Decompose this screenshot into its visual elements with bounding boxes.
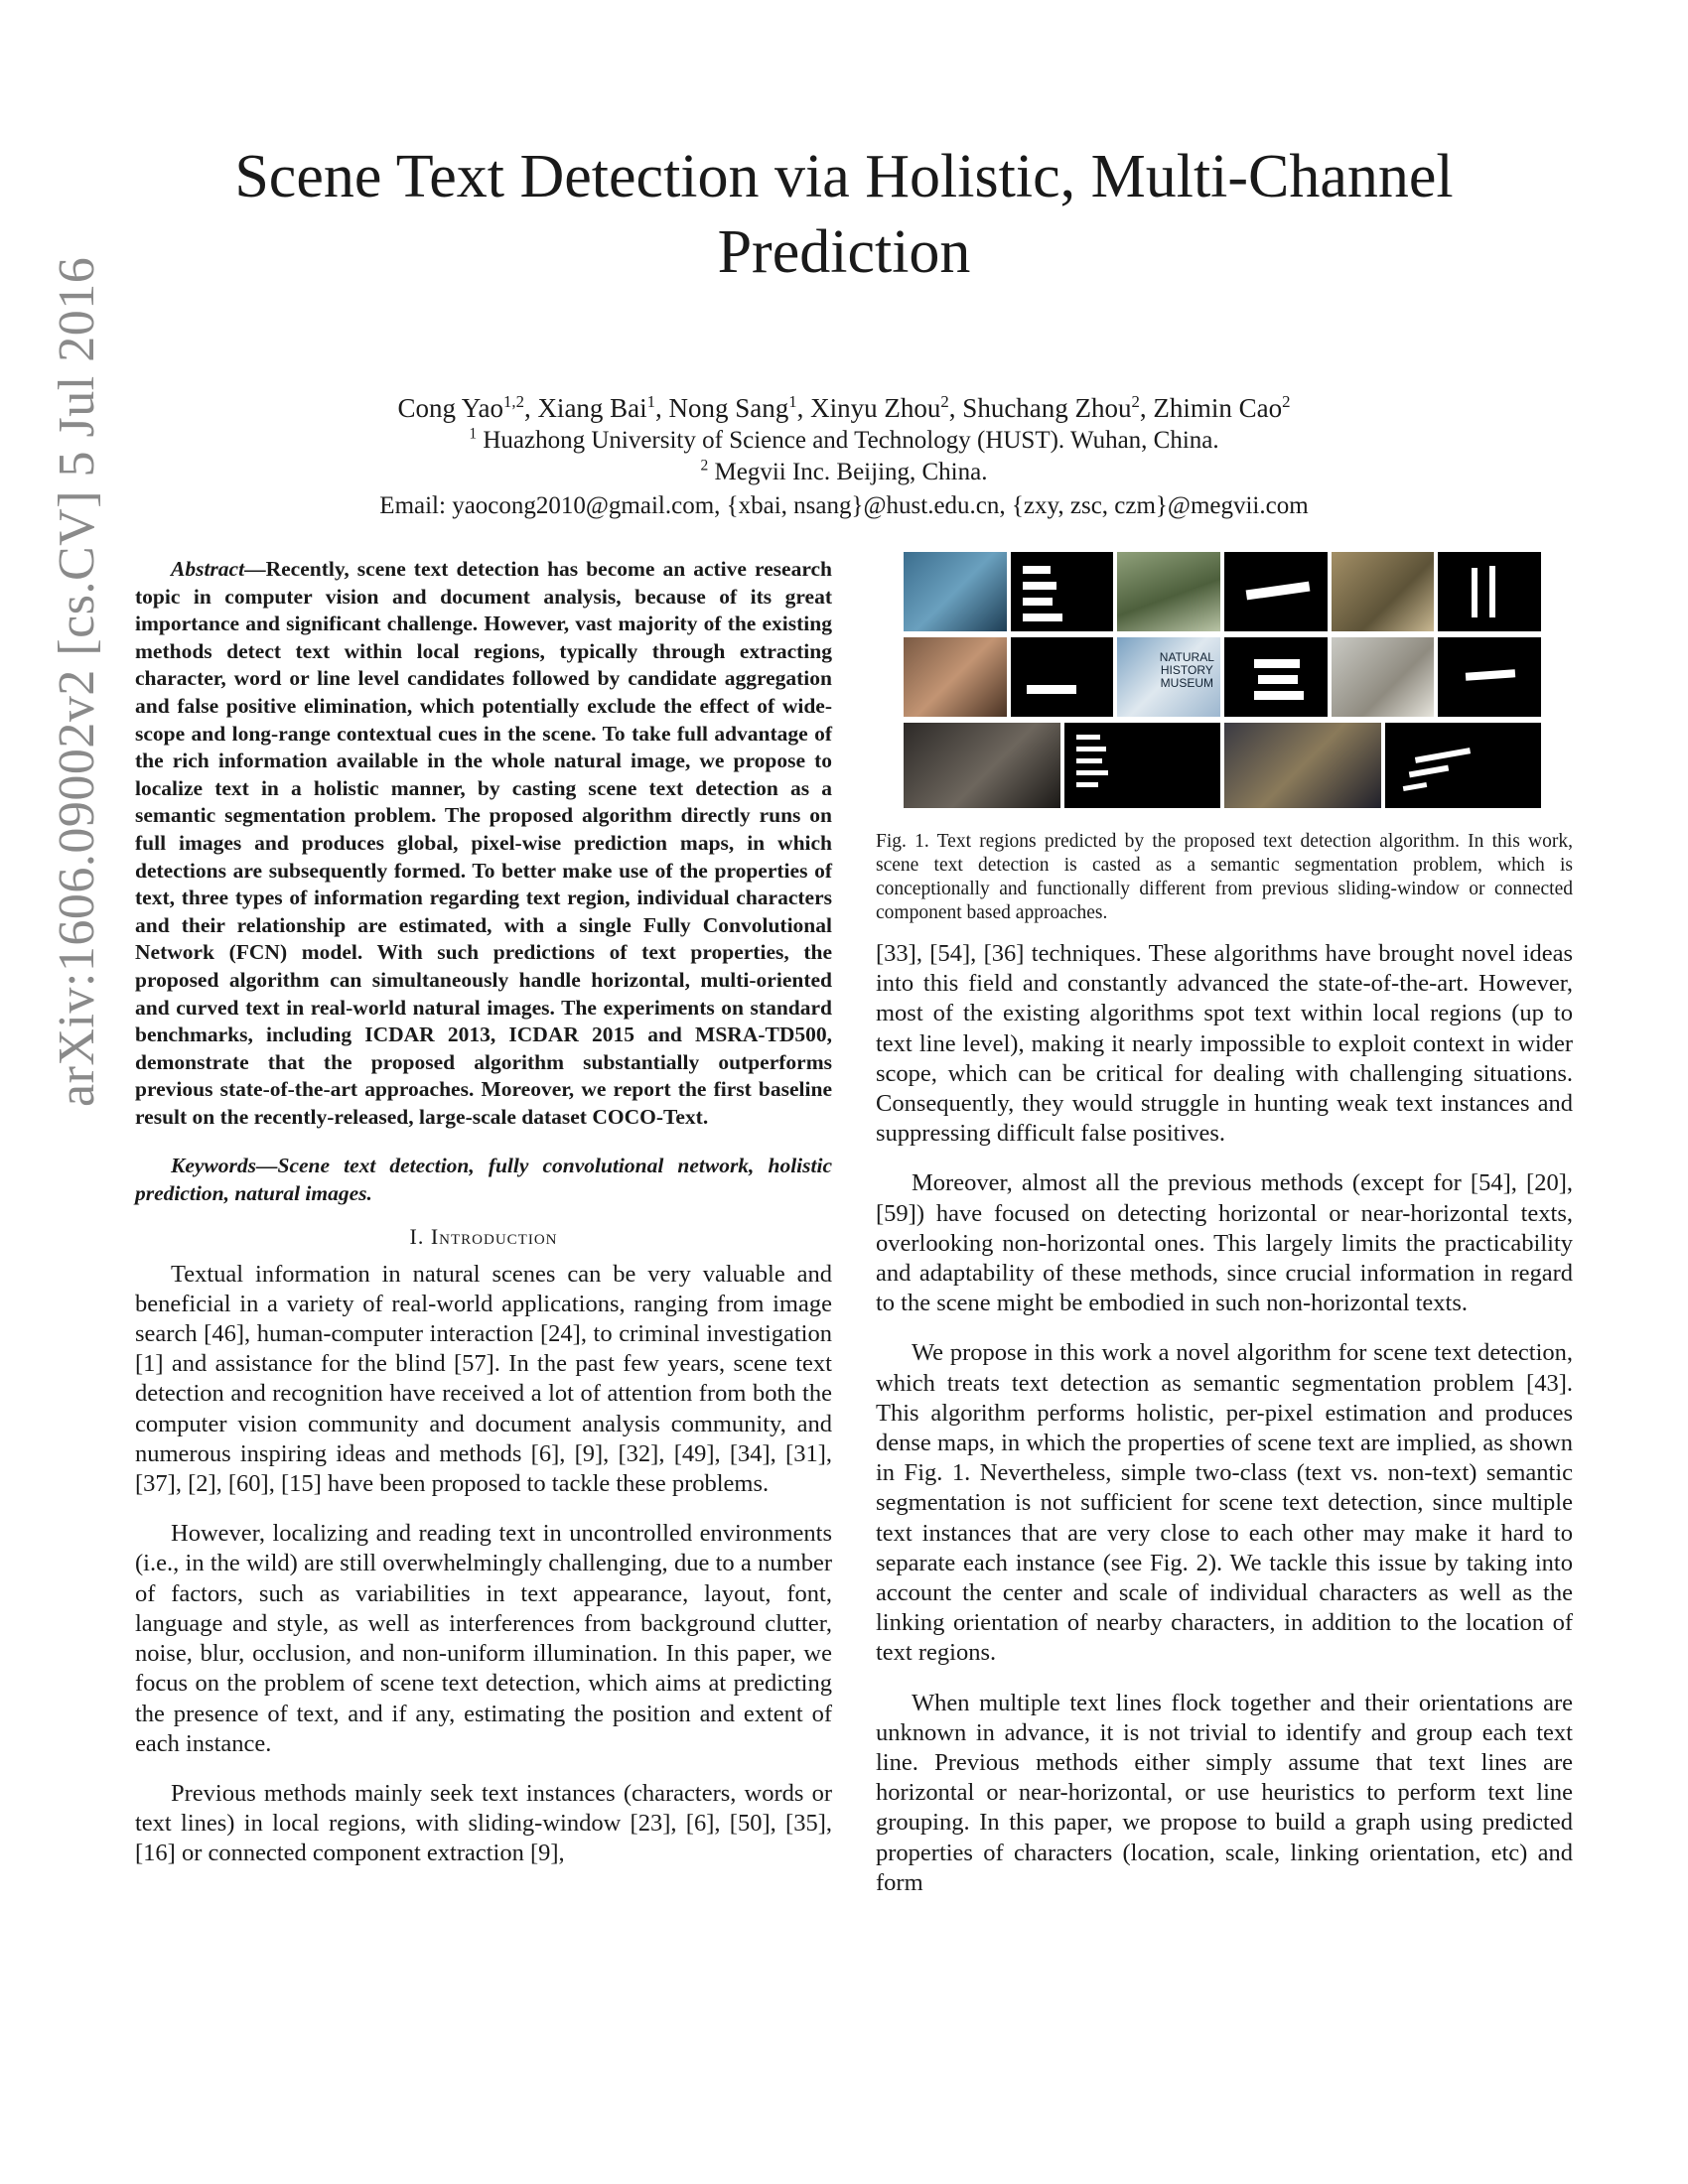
left-column xyxy=(135,556,832,1889)
prediction-map xyxy=(1438,552,1541,631)
scene-image xyxy=(1117,552,1220,631)
figure-1 xyxy=(904,552,1541,808)
abstract-lead: Abstract xyxy=(171,557,245,581)
abstract-text: —Recently, scene text detection has become an active research topic in computer vision and document analysis, because of its great importance and significant challenge. However, vast majority of the existing methods detect text within local regions, typically through extracting character, word or line level candidates followed by candidate aggregation and false positive elimination, which potentially exclude the effect of wide-scope and long-range contextual cues in the scene. To take full advantage of the rich information available in the whole natural image, we propose to localize text in a holistic manner, by casting scene text detection as a semantic segmentation problem. The proposed algorithm directly runs on full images and produces global, pixel-wise prediction maps, in which detections are subsequently formed. To better make use of the properties of text, three types of information regarding text region, individual characters and their relationship are estimated, with a single Fully Convolutional Network (FCN) model. With such predictions of text properties, the proposed algorithm can simultaneously handle horizontal, multi-oriented and curved text in real-world natural images. The experiments on standard benchmarks, including ICDAR 2013, ICDAR 2015 and MSRA-TD500, demonstrate that the proposed algorithm substantially outperforms previous state-of-the-art approaches. Moreover, we report the first baseline result on the recently-released, large-scale dataset COCO-Text. xyxy=(135,557,832,1129)
section-heading: I. Introduction xyxy=(409,1223,558,1249)
figure-row xyxy=(904,723,1541,808)
figure-caption: Fig. 1. Text regions predicted by the proposed text detection algorithm. In this work, scene text detection is casted as a semantic segmentation problem, which is conceptionally and functionally different from previous sliding-window or connected component based approaches. xyxy=(876,831,1573,923)
intro-paragraph: Previous methods mainly seek text instances (characters, words or text lines) in local regions, with sliding-window [23], [6], [50], [35], [16] or connected component extraction [9], xyxy=(135,1779,832,1867)
author: Xiang Bai$^1$ xyxy=(537,392,656,423)
arxiv-stamp: arXiv:1606.09002v2 [cs.CV] 5 Jul 2016 xyxy=(49,256,105,1107)
prediction-map xyxy=(1224,637,1328,717)
abstract xyxy=(135,556,832,1131)
paper-title: Scene Text Detection via Holistic, Multi-Channel Prediction xyxy=(234,143,1454,286)
scene-image xyxy=(904,723,1060,808)
body-paragraph: [33], [54], [36] techniques. These algorithms have brought novel ideas into this field and constantly advanced the state-of-the-art. However, most of the existing algorithms spot text within local regions (up to text line level), making it nearly impossible to exploit context in wider scope, which can be critical for dealing with challenging situations. Consequently, they would struggle in hunting weak text instances and suppressing difficult false positives. xyxy=(876,940,1573,1148)
scene-image xyxy=(1224,723,1381,808)
prediction-map xyxy=(1011,637,1114,717)
scene-image xyxy=(904,552,1007,631)
prediction-map xyxy=(1385,723,1542,808)
author: Xinyu Zhou$^2$ xyxy=(810,392,949,423)
affiliation-2: $^2$ Megvii Inc. Beijing, China. xyxy=(700,457,988,485)
intro-paragraph: Textual information in natural scenes can be very valuable and beneficial in a variety of real-world applications, ranging from image search [46], human-computer interaction [24], to criminal investigation [1] and assistance for the blind [57]. In the past few years, scene text detection and recognition have received a lot of attention from both the computer vision community and document analysis community, and numerous inspiring ideas and methods [6], [9], [32], [49], [34], [31], [37], [2], [60], [15] have been proposed to tackle these problems. xyxy=(135,1260,832,1498)
prediction-map xyxy=(1224,552,1328,631)
author: Nong Sang$^1$ xyxy=(668,392,797,423)
author: Shuchang Zhou$^2$ xyxy=(962,392,1140,423)
email-line: Email: yaocong2010@gmail.com, {xbai, nsang}@hust.edu.cn, {zxy, zsc, czm}@megvii.com xyxy=(379,492,1309,519)
author: Cong Yao$^{1,2}$ xyxy=(397,392,524,423)
prediction-map xyxy=(1011,552,1114,631)
keywords: Keywords—Scene text detection, fully convolutional network, holistic prediction, natural images. xyxy=(135,1154,832,1206)
scene-image xyxy=(904,637,1007,717)
body-paragraph: Moreover, almost all the previous methods (except for [54], [20], [59]) have focused on detecting horizontal or near-horizontal texts, overlooking non-horizontal ones. This largely limits the practicability and adaptability of these methods, since crucial information in regard to the scene might be embodied in such non-horizontal texts. xyxy=(876,1169,1573,1317)
figure-row xyxy=(904,637,1541,717)
figure-row xyxy=(904,552,1541,631)
scene-image xyxy=(1332,637,1435,717)
scene-image xyxy=(1117,637,1220,717)
body-paragraph: When multiple text lines flock together and their orientations are unknown in advance, it is not trivial to identify and group each text line. Previous methods either simply assume that text lines are horizontal or near-horizontal, or use heuristics to perform text line grouping. In this paper, we propose to build a graph using predicted properties of characters (location, scale, linking orientation, etc) and form xyxy=(876,1689,1573,1896)
prediction-map xyxy=(1064,723,1221,808)
intro-paragraph: However, localizing and reading text in uncontrolled environments (i.e., in the wild) are still overwhelmingly challenging, due to a number of factors, such as variabilities in text appearance, layout, font, language and style, as well as interferences from background clutter, noise, blur, occlusion, and non-uniform illumination. In this paper, we focus on the problem of scene text detection, which aims at predicting the presence of text, and if any, estimating the position and extent of each instance. xyxy=(135,1520,832,1757)
body-paragraph: We propose in this work a novel algorithm for scene text detection, which treats text detection as semantic segmentation problem [43]. This algorithm performs holistic, per-pixel estimation and produces dense maps, in which the properties of scene text are implied, as shown in Fig. 1. Nevertheless, simple two-class (text vs. non-text) semantic segmentation is not sufficient for scene text detection, since multiple text instances that are very close to each other may make it hard to separate each instance (see Fig. 2). We tackle this issue by taking into account the center and scale of individual characters as well as the linking orientation of nearby characters, in addition to the location of text regions. xyxy=(876,1339,1573,1667)
scene-image xyxy=(1332,552,1435,631)
author-list: Cong Yao$^{1,2}$, Xiang Bai$^1$, Nong Sang$^1$, Xinyu Zhou$^2$, Shuchang Zhou$^2$, Zhimin Cao$^2$ xyxy=(397,392,1291,423)
prediction-map xyxy=(1438,637,1541,717)
author: Zhimin Cao$^2$ xyxy=(1153,392,1291,423)
museum-sign-text: NATURAL HISTORY MUSEUM xyxy=(1159,650,1214,690)
right-column xyxy=(876,552,1573,1918)
affiliation-1: $^1$ Huazhong University of Science and Technology (HUST). Wuhan, China. xyxy=(469,425,1219,454)
